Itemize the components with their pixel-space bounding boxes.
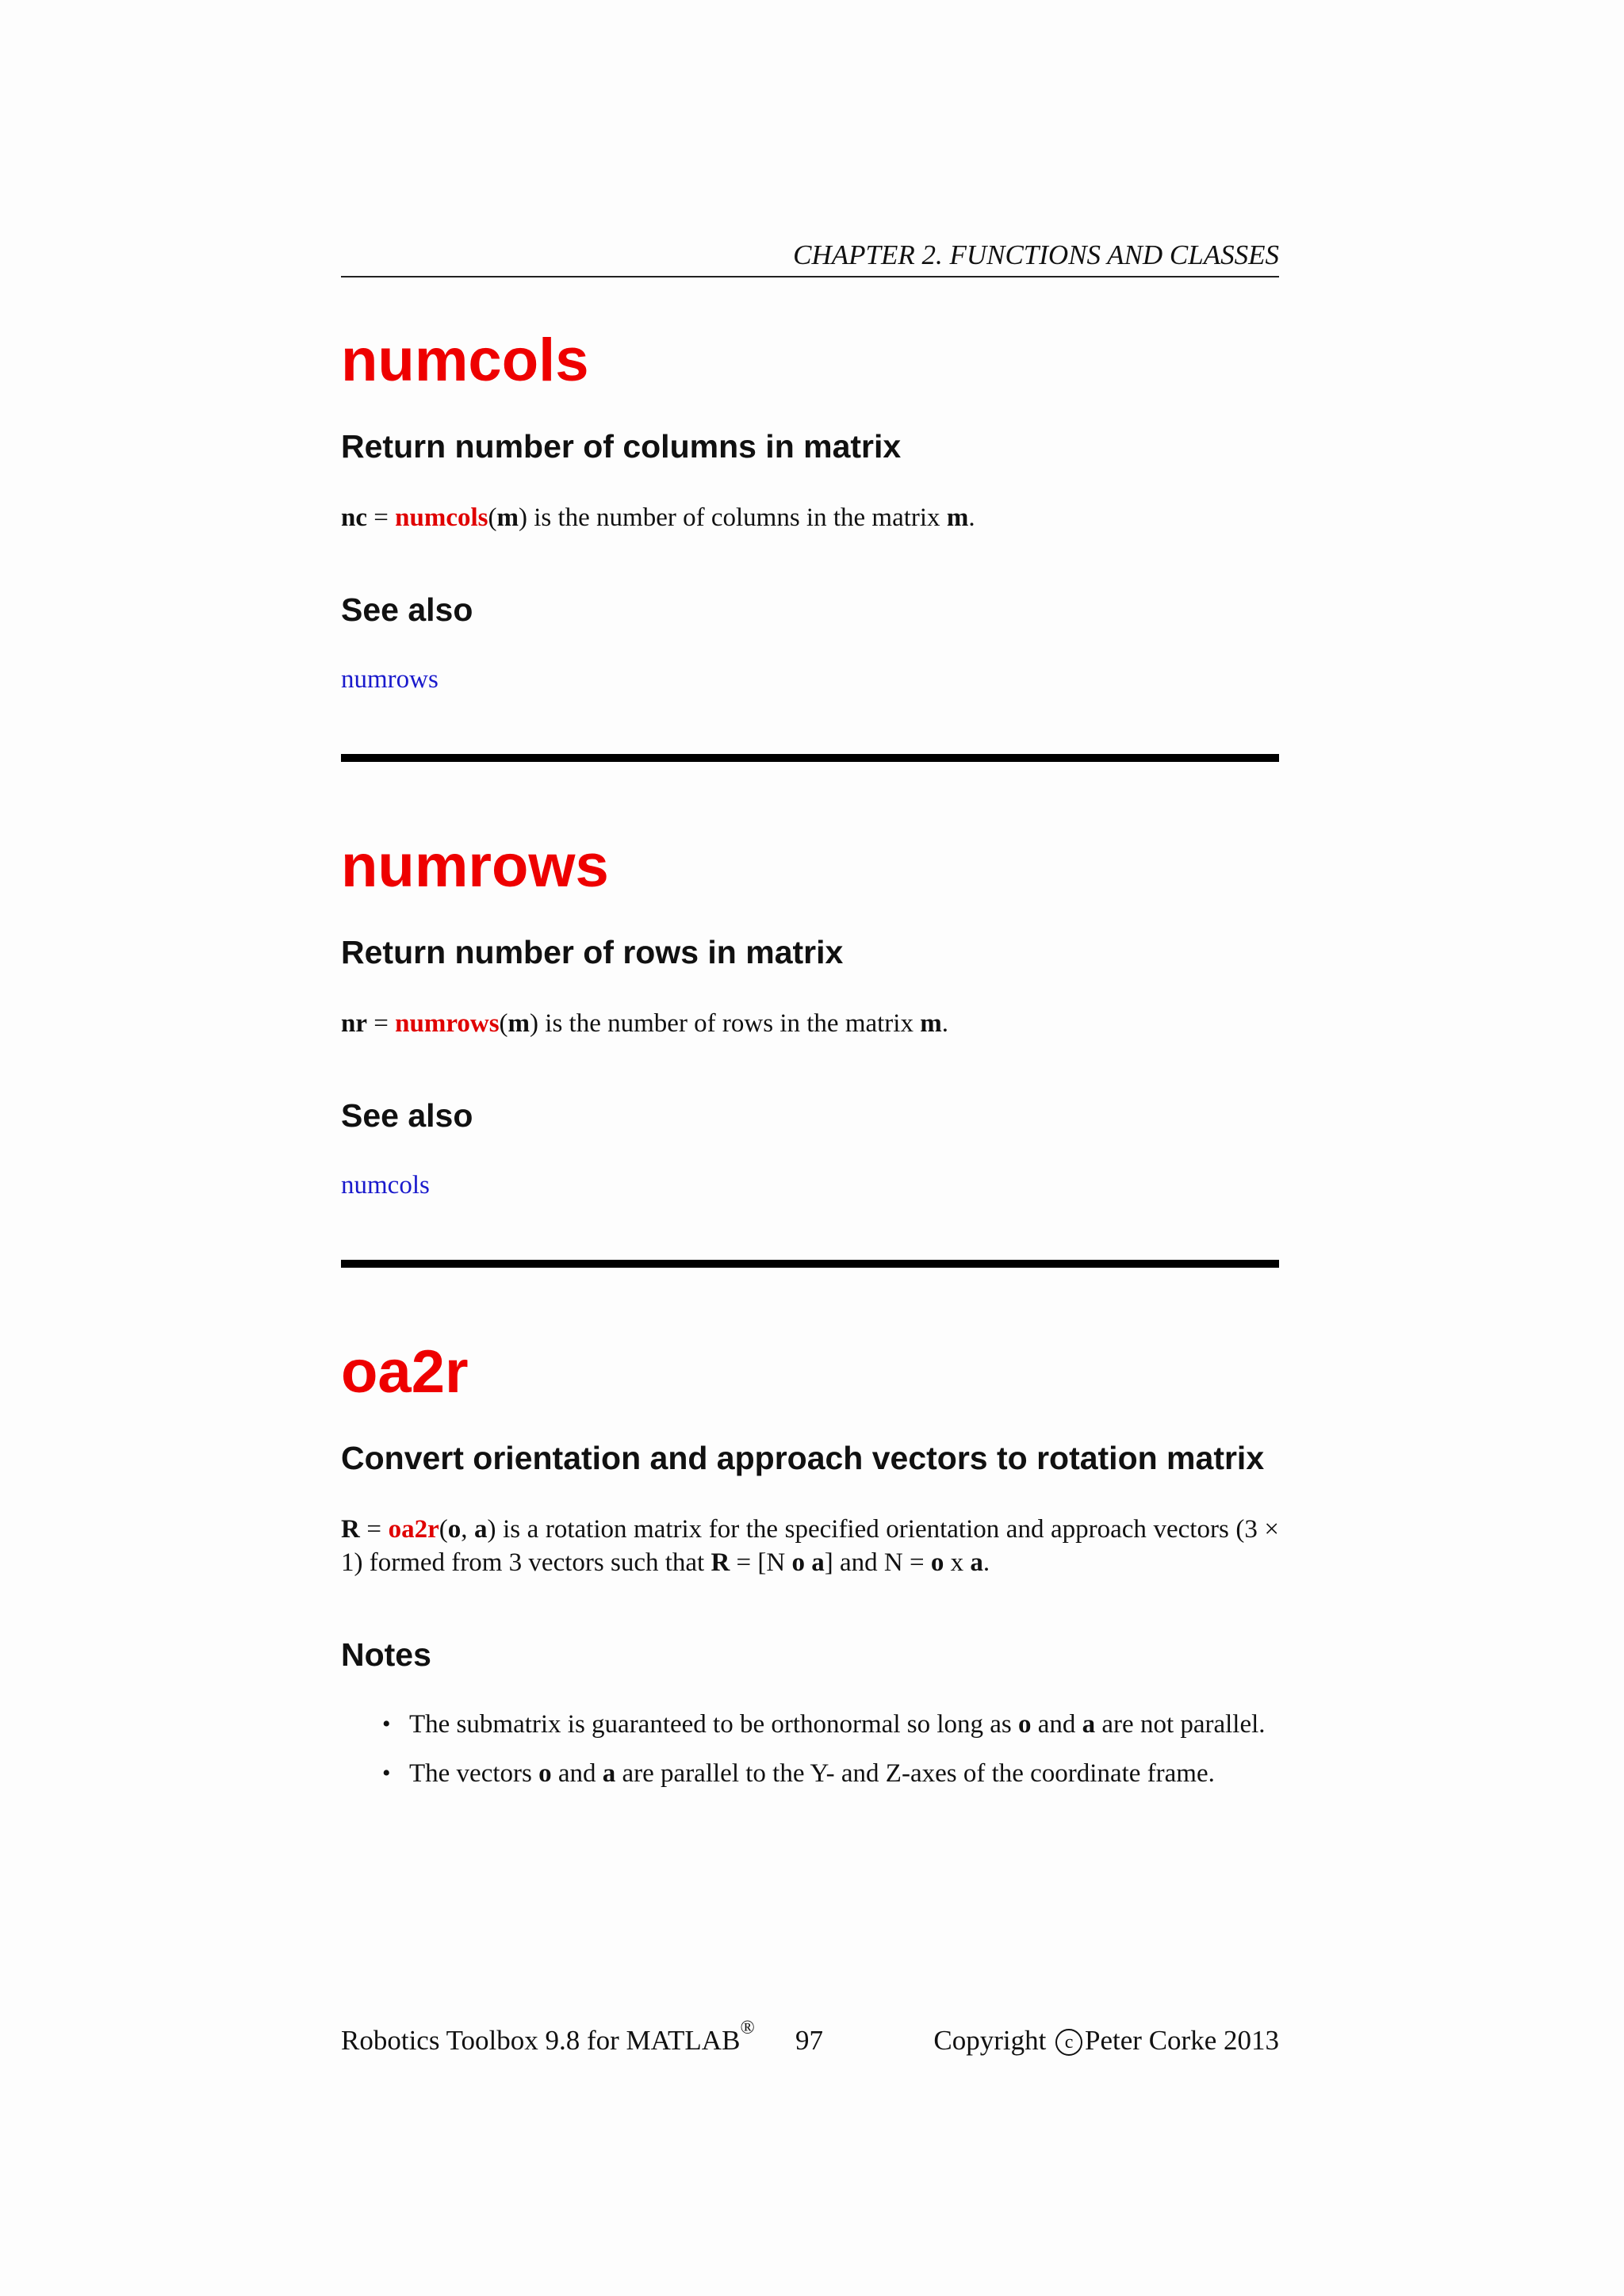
list-item (341, 1757, 1279, 1790)
registered-mark: ® (740, 2018, 755, 2038)
note-text: and (1031, 1710, 1082, 1739)
usage-end-bold: m (946, 503, 969, 532)
function-title: oa2r (341, 1338, 469, 1406)
section-divider (341, 754, 1279, 762)
function-summary: Convert orientation and approach vectors to rotation matrix (341, 1440, 1265, 1476)
note-bold-a: a (602, 1759, 616, 1788)
usage-open-paren: ( (499, 1009, 508, 1038)
usage-end: . (982, 1548, 990, 1577)
usage-end: . (941, 1009, 948, 1038)
note-text: are parallel to the Y- and Z-axes of the coordinate frame. (615, 1759, 1215, 1788)
usage-a: a (811, 1548, 825, 1577)
running-head: CHAPTER 2. FUNCTIONS AND CLASSES (341, 238, 1279, 277)
entry-numrows (341, 831, 1279, 1200)
usage-close2: ] and N = (824, 1548, 931, 1577)
usage-equals: = (367, 503, 396, 532)
note-bold-a: a (1082, 1710, 1096, 1739)
usage-arg-a: a (474, 1515, 488, 1544)
usage-eq2: = [N (730, 1548, 792, 1577)
see-also-link-numrows[interactable]: numrows (341, 665, 439, 694)
usage-a2: a (970, 1548, 983, 1577)
function-summary: Return number of rows in matrix (341, 934, 844, 970)
usage-equals: = (367, 1009, 396, 1038)
usage-description (341, 1007, 1279, 1040)
notes-list (341, 1708, 1279, 1806)
footer-copyright (933, 2023, 1279, 2058)
usage-close-paren: ) (518, 503, 527, 532)
usage-desc: is the number of columns in the matrix (527, 503, 947, 532)
note-text: The vectors (409, 1759, 539, 1788)
usage-close-paren: ) (487, 1515, 496, 1544)
usage-space (805, 1548, 811, 1577)
function-title: numcols (341, 327, 589, 394)
list-item (341, 1708, 1279, 1741)
page-footer (341, 2018, 1279, 2058)
usage-close-paren: ) (530, 1009, 539, 1038)
usage-end: . (968, 503, 975, 532)
copyright-holder: Peter Corke 2013 (1085, 2025, 1279, 2056)
usage-arg: m (508, 1009, 530, 1038)
usage-desc: is a rotation matrix for the specified orientation and approach vectors (3 × 1) formed from 3 vectors such that (341, 1515, 1279, 1577)
note-text: The submatrix is guaranteed to be orthonormal so long as (409, 1710, 1018, 1739)
section-divider (341, 1260, 1279, 1268)
usage-lhs: nc (341, 503, 367, 532)
usage-function-ref: numrows (395, 1009, 500, 1038)
notes-heading: Notes (341, 1636, 431, 1673)
usage-x: x (944, 1548, 971, 1577)
copyright-icon: c (1055, 2029, 1082, 2056)
note-text: and (551, 1759, 603, 1788)
usage-end-bold: m (920, 1009, 942, 1038)
usage-arg: m (496, 503, 519, 532)
bullet-icon: • (382, 1760, 391, 1786)
usage-lhs: nr (341, 1009, 367, 1038)
usage-desc: is the number of rows in the matrix (538, 1009, 921, 1038)
footer-title-text: Robotics Toolbox 9.8 for MATLAB (341, 2025, 741, 2056)
usage-description (341, 501, 1279, 534)
usage-function-ref: numcols (395, 503, 488, 532)
usage-description (341, 1513, 1279, 1579)
usage-o: o (791, 1548, 805, 1577)
see-also-heading: See also (341, 1097, 473, 1134)
note-bold-o: o (538, 1759, 552, 1788)
bullet-icon: • (382, 1711, 391, 1737)
usage-open-paren: ( (439, 1515, 448, 1544)
usage-o2: o (930, 1548, 944, 1577)
usage-equals: = (359, 1515, 389, 1544)
entry-oa2r (341, 1337, 1279, 1788)
page-number: 97 (795, 2025, 823, 2056)
usage-arg-o: o (447, 1515, 462, 1544)
note-bold-o: o (1018, 1710, 1032, 1739)
note-text: are not parallel. (1095, 1710, 1266, 1739)
see-also-link-numcols[interactable]: numcols (341, 1171, 430, 1200)
usage-sep: , (461, 1515, 475, 1544)
entry-numcols (341, 325, 1279, 694)
usage-lhs: R (341, 1515, 360, 1544)
usage-function-ref: oa2r (388, 1515, 439, 1544)
footer-title (341, 2018, 755, 2058)
usage-r: R (710, 1548, 730, 1577)
see-also-heading: See also (341, 591, 473, 628)
usage-open-paren: ( (488, 503, 497, 532)
function-title: numrows (341, 832, 609, 900)
copyright-label: Copyright (933, 2025, 1054, 2056)
see-also-list (341, 1169, 1279, 1202)
see-also-list (341, 663, 1279, 696)
function-summary: Return number of columns in matrix (341, 428, 902, 465)
